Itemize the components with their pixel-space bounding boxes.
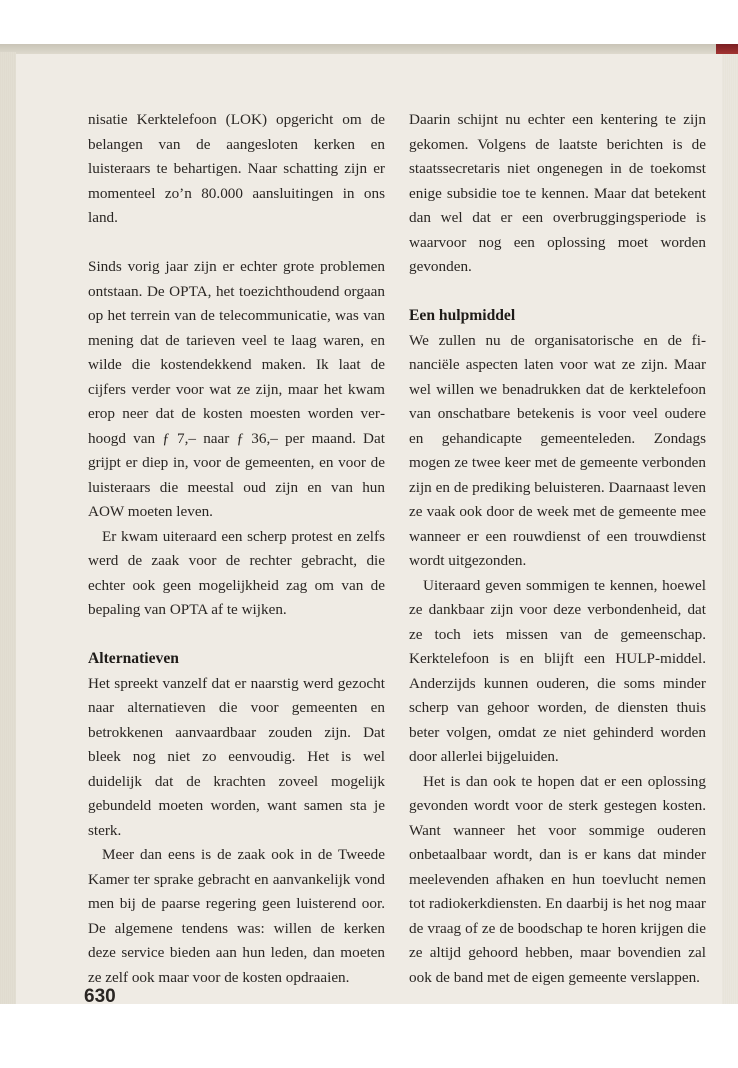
paragraph: Meer dan eens is de zaak ook in de Tweede Kamer ter sprake gebracht en aanvankelijk vond men bij de paarse regering geen luisterend oor. De algemene tendens was: willen de kerken deze service bieden aan hun leden, dan moeten ze zelf ook maar voor de kosten opdraaien. — [88, 846, 385, 986]
left-column — [88, 108, 385, 990]
page-stack-left — [0, 52, 16, 1004]
paragraph: Het is dan ook te hopen dat er een oplossing gevonden wordt voor de sterk gestegen kosten. Want wanneer het voor sommige ouderen onbetaalbaar wordt, dan is er kans dat minder meelevenden afhaken en hun toevlucht nemen tot radiokerkdiensten. En daarbij is het nog maar de vraag of ze de boodschap te horen krijgen die ze altijd gehoord hebben, maar bovendien zal ook de band met de eigen gemeente verslappen. — [409, 772, 706, 986]
paragraph: We zullen nu de organisatorische en de financiële aspecten laten voor wat ze zijn. Maar wel willen we benadrukken dat de kerktelefoon van onschatbare betekenis is voor veel oudere en gehandicapte gemeenteleden. Zondags mogen ze twee keer met de gemeente verbonden zijn en de prediking beluisteren. Daarnaast leven ze vaak ook door de week met de gemeente mee wanneer er een rouwdienst of een trouwdienst wordt uitgezonden. — [409, 331, 706, 569]
paragraph: Uiteraard geven sommigen te kennen, hoewel ze dankbaar zijn voor deze verbondenheid, dat ze toch iets missen van de gemeenschap. Kerktelefoon is en blijft een HULP-middel. Anderzijds kunnen ouderen, die soms minder scherp van gehoor worden, de diensten thuis beter volgen, omdat ze niet gehinderd worden door allerlei bijgeluiden. — [409, 576, 706, 765]
page — [16, 54, 722, 1007]
section-heading: Alternatieven — [88, 650, 179, 667]
book-spread — [0, 44, 738, 1007]
paragraph-gap — [409, 280, 706, 305]
paragraph-gap — [88, 231, 385, 256]
paragraph-gap — [88, 623, 385, 648]
page-stack-right — [722, 54, 738, 1004]
right-column — [409, 108, 706, 990]
paragraph: Het spreekt vanzelf dat er naarstig werd gezocht naar alternatieven die voor gemeenten en betrokkenen aanvaardbaar zouden zijn. Dat bleek nog niet zo eenvoudig. Het is wel duidelijk dat de krachten zoveel mogelijk gebundeld moeten worden, want samen sta je sterk. — [88, 674, 385, 839]
paragraph: nisatie Kerktelefoon (LOK) opgericht om de belangen van de aangesloten kerken en luisteraars te behartigen. Naar schatting zijn er momenteel zo’n 80.000 aansluitingen in ons land. — [88, 111, 385, 226]
section-heading: Een hulpmiddel — [409, 307, 516, 324]
paragraph: Daarin schijnt nu echter een kentering te zijn gekomen. Volgens de laatste berichten is de staatssecretaris niet ongenegen in de toekomst enige subsidie toe te kennen. Maar dat betekent dan wel dat er een overbruggingsperiode is waarvoor nog een oplossing moet worden gevonden. — [409, 111, 706, 275]
paragraph: Er kwam uiteraard een scherp protest en zelfs werd de zaak voor de rechter gebracht, die echter ook geen mogelijkheid zag om van de bepaling van OPTA af te wijken. — [88, 527, 385, 618]
page-number: 630 — [84, 986, 116, 1007]
paragraph: Sinds vorig jaar zijn er echter grote problemen ontstaan. De OPTA, het toezichthoudend orgaan op het terrein van de telecommunicatie, was van mening dat de tarieven veel te laag waren, en wilde die kostendekkend maken. Ik laat de cijfers verder voor wat ze zijn, maar het kwam erop neer dat de kosten moesten worden verhoogd van ƒ 7,– naar ƒ 36,– per maand. Dat grijpt er diep in, voor de gemeenten, en voor de luisteraars die meestal oud zijn en van hun AOW moeten leven. — [88, 258, 385, 520]
